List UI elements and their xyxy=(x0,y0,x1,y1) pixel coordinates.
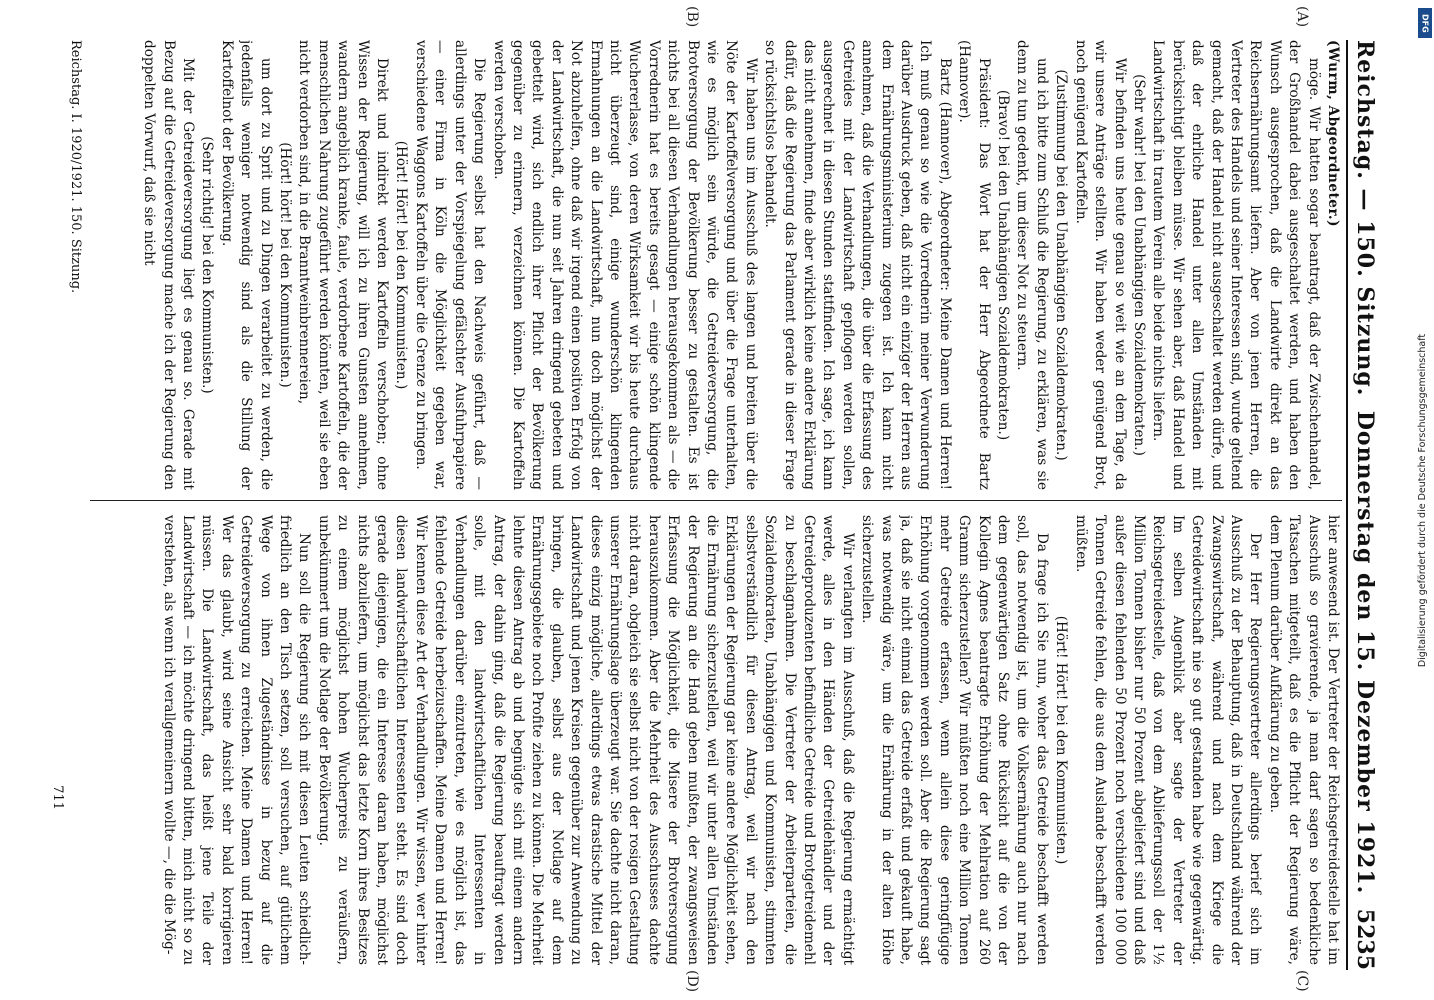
digitization-note-text: Digitalisierung gefördert durch die Deutsche Forschungsgemeinschaft xyxy=(1417,333,1429,667)
paragraph: Präsident: Das Wort hat der Herr Abgeordnete Bartz (Hannover). xyxy=(956,40,992,490)
paragraph: Nun soll die Regierung sich mit diesen Leuten schiedlich-friedlich an den Tisch setzen, soll versuchen, auf gütlichem Wege von ihnen Zugeständnisse in bezug auf die Getreideversorgung zu erreichen. Meine Damen und Herren! Wer das glaubt, wird seine Ansicht sehr bald korrigieren müssen. Die Landwirtschaft, das heißt jene Teile der Landwirtschaft — ich möchte dringend bitten, mich nicht so zu verstehen, als wenn ich verallgemeinern wollte —, die die Mög- xyxy=(160,515,313,965)
right-column xyxy=(90,515,1342,965)
interjection: (Hört! Hört! bei den Kommunisten.) xyxy=(393,140,410,390)
paragraph: Die Regierung selbst hat den Nachweis geführt, daß — allerdings unter der Vorspiegelung gefälschter Ausfuhrpapiere — einer Firma in Köln die Möglichkeit gegeben war, verschiedene Waggons Kartoffeln über die Grenze zu bringen. xyxy=(412,40,488,490)
interjection: (Sehr wahr! bei den Unabhängigen Sozialdemokraten.) xyxy=(1130,74,1147,456)
footer-sheet-number: 711 xyxy=(50,785,65,810)
paragraph: um dort zu Sprit und zu Dingen verarbeitet zu werden, die jedenfalls weniger notwendig sind als die Stillung der Kartoffelnot der Bevölkerung. xyxy=(218,40,274,490)
digitization-note xyxy=(1412,0,1434,1000)
footer-left: Reichstag. I. 1920/1921. 150. Sitzung. xyxy=(68,40,83,294)
paragraph: Wir verlangten im Ausschuß, daß die Regierung ermächtigt werde, alles in den Händen der Getreidehändler und der Getreideproduzenten befindliche Getreide und Brotgetreidemehl zu beschlagnahmen. Die Vertreter der Arbeiterparteien, die Sozialdemokraten, Unabhängigen und Kommunisten, stimmten selbstverständlich für diesen Antrag, weil wir nach den Erklärungen der Regierung gar keine andere Möglichkeit sehen, die Ernährung sicherzustellen, weil wir unter allen Umständen der Regierung an die Hand geben mußten, der zwangsweisen Erfassung die Möglichkeit, die Misere der Brotversorgung herauszukommen. Aber die Mehrheit des Ausschusses dachte nicht daran, obgleich sie selbst nicht von der rosigen Gestaltung unserer Ernährungslage überzeugt war. Sie dachte nicht daran, dieses einzig mögliche, allerdings etwas drastische Mittel der Landwirtschaft und jenen Kreisen gegenüber zur Anwendung zu bringen, die glauben, selbst aus der Notlage auf dem Ernährungsgebiete noch Profite ziehen zu können. Die Mehrheit lehnte diesen Antrag ab und begnügte sich mit einem andern Antrag, der dahin ging, daß die Regierung beauftragt werden solle, mit den landwirtschaftlichen Interessenten in Verhandlungen darüber einzutreten, wie es möglich ist, das fehlende Getreide herbeizuschaffen. Meine Damen und Herren! Wir kennen diese Art der Verhandlungen. Wir wissen, wer hinter diesen landwirtschaftlichen Interessenten steht. Es sind doch gerade diejenigen, die ein Interesse daran haben, möglichst nichts abzuliefern, um möglichst das letzte Korn ihres Besitzes zu einem möglichst hohen Wucherpreis zu veräußern, unbekümmert um die Notlage der Bevölkerung. xyxy=(315,515,856,965)
paragraph: Da frage ich Sie nun, woher das Getreide beschafft werden soll, das notwendig ist, um die Volksernährung auch nur nach dem gegenwärtigen Satz ohne Rücksicht auf die von der Kollegin Agnes beantragte Erhöhung der Mehlration auf 260 Gramm sicherzustellen? Wir müßten noch eine Million Tonnen mehr Getreide erfassen, wenn allein diese geringfügige Erhöhung vorgenommen werden soll. Aber die Regierung sagt ja, daß sie nicht einmal das Getreide erfaßt und gekauft habe, was notwendig wäre, um die Ernährung in der alten Höhe sicherzustellen. xyxy=(859,515,1050,965)
page-number: 5235 xyxy=(1352,908,1378,970)
page-header xyxy=(1346,40,1392,970)
document-page xyxy=(10,0,1400,1000)
paragraph: Bartz (Hannover), Abgeordneter: Meine Damen und Herren! Ich muß genau so wie die Vorrednerin meiner Verwunderung darüber Ausdruck geben, daß nicht ein einziger der Herren aus dem Ernährungsministerium zugegen ist. Ich kann nicht annehmen, daß die Verhandlungen, die über die Erfassung des Getreides mit der Landwirtschaft gepflogen werden sollen, ausgerechnet in diesen Stunden stattfinden. Ich sage, ich kann das nicht annehmen, finde aber wirklich keine andere Erklärung dafür, daß die Regierung das Parlament gerade in dieser Frage so rücksichtslos behandelt. xyxy=(762,40,953,490)
paragraph: Direkt und indirekt werden Kartoffeln verschoben; ohne Wissen der Regierung, will ich zu ihren Gunsten annehmen, wandern angeblich kranke, faule, verdorbene Kartoffeln, die der menschlichen Nahrung zugeführt werden könnten, weil sie eben nicht verdorben sind, in die Branntweinbrennereien, xyxy=(296,40,391,490)
paragraph: Wir befinden uns heute genau so weit wie an dem Tage, da wir unsere Anträge stellten. Wir haben weder genügend Brot, noch genügend Kartoffeln. xyxy=(1072,40,1128,490)
paragraph: möge. Wir hatten sogar beantragt, daß der Zwischenhandel, der Großhandel dabei ausgeschaltet werden, und haben den Wunsch ausgesprochen, daß die Landwirte direkt an das Reichsernährungsamt liefern. Aber von jenen Herren, die Vertreter des Handels und seiner Interessen sind, wurde geltend gemacht, daß der Handel nicht ausgeschaltet werden dürfe, und daß der ehrliche Handel unter allen Umständen mit berücksichtigt bleiben müsse. Wir sehen aber, daß Handel und Landwirtschaft in trautem Verein alle beide nichts liefern. xyxy=(1150,40,1322,490)
header-date: Donnerstag den 15. Dezember 1921. xyxy=(1352,410,1378,895)
margin-letter-a: (A) xyxy=(1294,6,1310,28)
interjection: (Hört! Hört! bei den Kommunisten.) xyxy=(1053,615,1070,865)
interjection: (Hört! hört! bei den Kommunisten.) xyxy=(277,142,294,388)
margin-letter-c: (C) xyxy=(1294,970,1310,992)
interjection: (Zustimmung bei den Unabhängigen Sozialdemokraten.) xyxy=(1053,69,1070,461)
left-column xyxy=(90,40,1342,490)
margin-letter-b: (B) xyxy=(684,6,700,28)
interjection: (Bravo! bei den Unabhängigen Sozialdemokraten.) xyxy=(995,89,1012,441)
paragraph: hier anwesend ist. Der Vertreter der Reichsgetreidestelle hat im Ausschuß so gravierende, ja man darf sagen so bedenkliche Tatsachen mitgeteilt, daß es die Pflicht der Regierung wäre, dem Plenum darüber Aufklärung zu geben. xyxy=(1266,515,1341,965)
column-divider xyxy=(90,500,1342,501)
speaker-header: (Wurm, Abgeordneter.) xyxy=(1325,40,1341,228)
dfg-logo-icon: DFG xyxy=(1418,8,1432,38)
paragraph: Der Herr Regierungsvertreter allerdings berief sich im Ausschuß zu der Behauptung, daß in Deutschland während der Zwangswirtschaft, während und nach dem Kriege die Getreidewirtschaft nie so gut gestanden habe wie gegenwärtig. Im selben Augenblick aber sagte der Vertreter der Reichsgetreidestelle, daß von dem Ablieferungssoll der 1½ Million Tonnen bisher nur 50 Prozent abgeliefert sind und daß außer diesen fehlenden 50 Prozent noch verschiedene 100 000 Tonnen Getreide fehlen, die aus dem Auslande beschafft werden müßten. xyxy=(1072,515,1264,965)
interjection: (Sehr richtig! bei den Kommunisten.) xyxy=(199,136,216,394)
paragraph: Wir haben uns im Ausschuß des langen und breiten über die Nöte der Kartoffelversorgung und über die Frage unterhalten, wie es möglich sein würde, die Getreideversorgung, die Brotversorgung der Bevölkerung besser zu gestalten. Es ist nichts bei all diesen Verhandlungen herausgekommen als — die Vorrednerin hat es bereits gesagt — einige schön klingende Wuchererlasse, von deren Wirksamkeit wir bis heute durchaus nicht überzeugt sind, einige wunderschön klingenden Ermahnungen an die Landwirtschaft, nun doch möglichst der Not abzuhelfen, ohne daß wir irgend einen positiven Erfolg von der Landwirtschaft, die nun seit Jahren dringend gebeten und gebettelt wird, sich endlich ihrer Pflicht der Bevölkerung gegenüber zu erinnern, verzeichnen können. Die Kartoffeln werden verschoben. xyxy=(490,40,759,490)
paragraph: Mit der Getreideversorgung liegt es genau so. Gerade mit Bezug auf die Getreideversorgung mache ich der Regierung den doppelten Vorwurf, daß sie nicht xyxy=(141,40,197,490)
margin-letter-d: (D) xyxy=(684,970,700,993)
header-left: Reichstag. — 150. Sitzung. xyxy=(1352,40,1378,397)
paragraph: und ich bitte zum Schluß die Regierung, zu erklären, was sie denn zu tun gedenkt, um dieser Not zu steuern. xyxy=(1014,40,1050,490)
